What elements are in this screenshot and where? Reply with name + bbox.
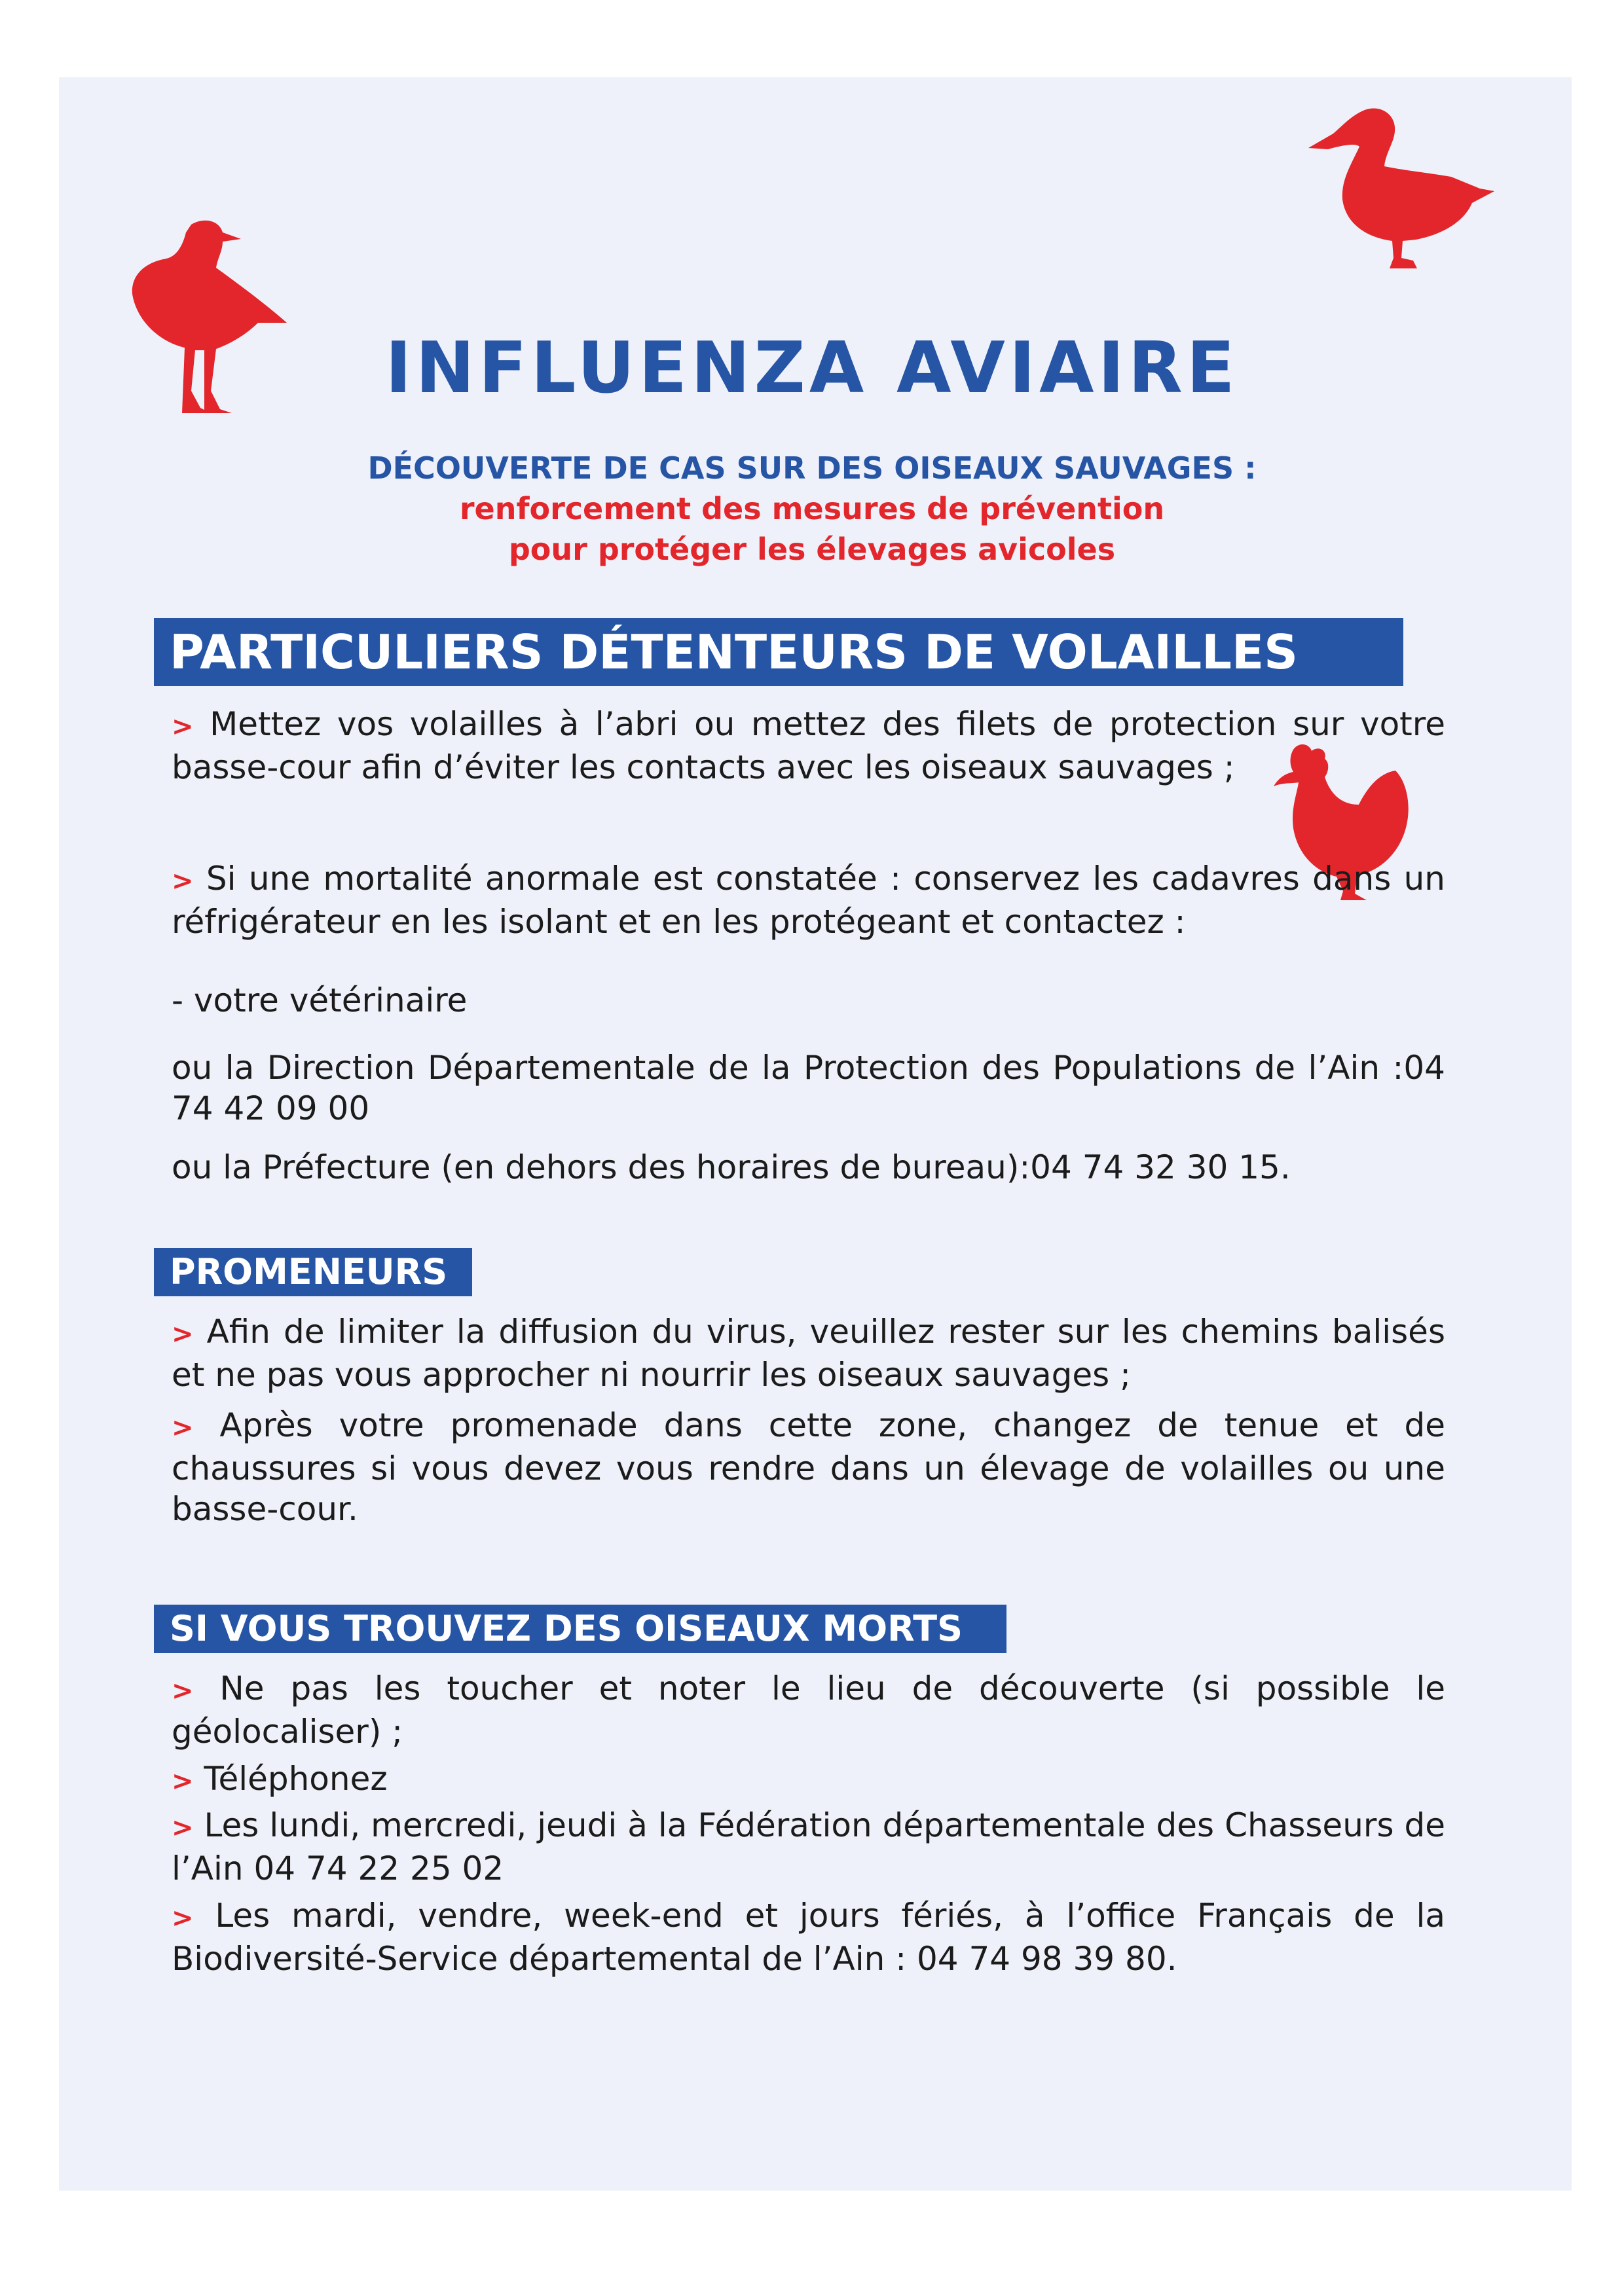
contact-veterinarian: - votre vétérinaire — [172, 981, 468, 1019]
bullet-text: Après votre promenade dans cette zone, changez de tenue et de chaussures si vous devez vous rendre dans un élevage de volailles ou une basse-cour. — [172, 1406, 1445, 1528]
duck-icon — [1304, 106, 1501, 283]
contact-ddpp: ou la Direction Départementale de la Protection des Populations de l’Ain :04 74 42 09 00 — [172, 1049, 1445, 1127]
section-heading-dead-birds: SI VOUS TROUVEZ DES OISEAUX MORTS — [154, 1605, 1006, 1653]
subtitle-red-line-1: renforcement des mesures de prévention — [459, 491, 1165, 526]
page-title: INFLUENZA AVIAIRE — [385, 327, 1239, 409]
subtitle-red-line-2: pour protéger les élevages avicoles — [508, 532, 1116, 567]
dead-birds-bullet-2 — [172, 1758, 1445, 1802]
bullet-text: Ne pas les toucher et noter le lieu de découverte (si possible le géolocaliser) ; — [172, 1669, 1445, 1751]
dead-birds-bullet-1 — [172, 1668, 1445, 1752]
owners-bullet-1 — [172, 704, 1445, 788]
dead-birds-bullet-4 — [172, 1895, 1445, 1979]
bullet-arrow: > — [172, 1813, 194, 1843]
dead-birds-bullet-3 — [172, 1805, 1445, 1889]
walkers-bullet-2 — [172, 1405, 1445, 1529]
walkers-bullet-1 — [172, 1311, 1445, 1395]
bullet-arrow: > — [172, 1413, 194, 1443]
contact-prefecture: ou la Préfecture (en dehors des horaires de bureau):04 74 32 30 15. — [172, 1148, 1291, 1186]
owners-bullet-2 — [172, 858, 1445, 942]
bullet-arrow: > — [172, 1676, 194, 1706]
section-heading-walkers: PROMENEURS — [154, 1248, 472, 1296]
bullet-text: Les mardi, vendre, week-end et jours fériés, à l’office Français de la Biodiversité-Service départemental de l’Ain : 04 74 98 39 80. — [172, 1897, 1445, 1978]
bullet-text: Mettez vos volailles à l’abri ou mettez des filets de protection sur votre basse-cour afin d’éviter les contacts avec les oiseaux sauvages ; — [172, 705, 1445, 786]
subtitle: DÉCOUVERTE DE CAS SUR DES OISEAUX SAUVAGES : — [367, 450, 1257, 486]
bullet-text: Si une mortalité anormale est constatée : conservez les cadavres dans un réfrigérateur en les isolant et en les protégeant et contactez : — [172, 860, 1445, 941]
bullet-arrow: > — [172, 866, 194, 896]
section-heading-owners: PARTICULIERS DÉTENTEURS DE VOLAILLES — [154, 618, 1403, 686]
bullet-text: Afin de limiter la diffusion du virus, veuillez rester sur les chemins balisés et ne pas vous approcher ni nourrir les oiseaux sauvages ; — [172, 1313, 1445, 1394]
bullet-text: Téléphonez — [204, 1760, 388, 1798]
bullet-arrow: > — [172, 1319, 194, 1349]
bullet-arrow: > — [172, 1903, 194, 1933]
bullet-arrow: > — [172, 1766, 194, 1796]
bullet-text: Les lundi, mercredi, jeudi à la Fédération départementale des Chasseurs de l’Ain 04 74 22 25 02 — [172, 1806, 1445, 1887]
bullet-arrow: > — [172, 712, 194, 742]
